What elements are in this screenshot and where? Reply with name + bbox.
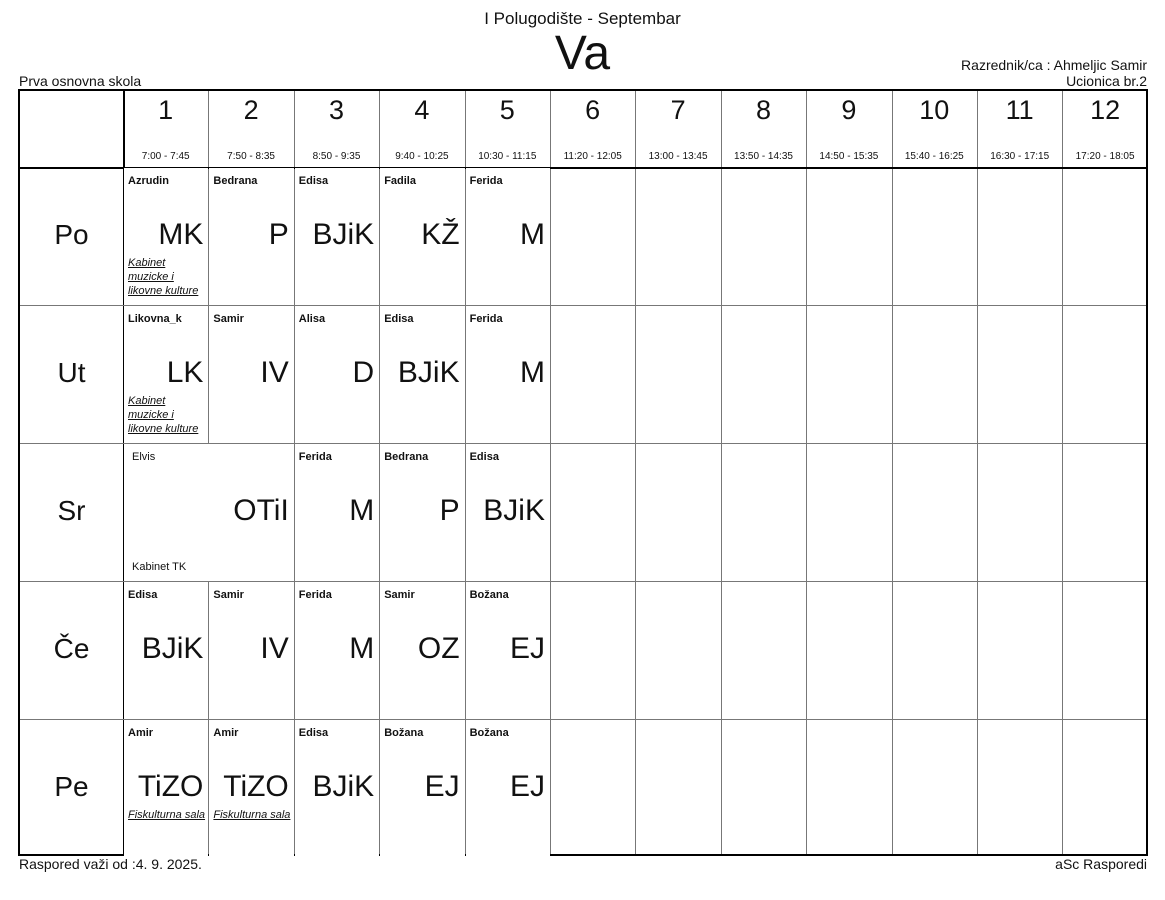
- lesson-subject: EJ: [509, 770, 545, 803]
- lesson-room: Fiskulturna sala: [213, 809, 291, 821]
- period-time: 9:40 - 10:25: [395, 151, 449, 162]
- lesson-cell[interactable]: [295, 444, 379, 581]
- grid-vline: [977, 91, 978, 854]
- lesson-teacher: Bedrana: [384, 451, 429, 463]
- period-time: 7:50 - 8:35: [227, 151, 275, 162]
- lesson-teacher: Ferida: [298, 451, 332, 463]
- lesson-cell[interactable]: [466, 582, 550, 719]
- period-time: 11:20 - 12:05: [563, 151, 622, 162]
- lesson-room: Kabinet muzicke i likovne kulture: [128, 395, 199, 435]
- lesson-cell[interactable]: [466, 720, 550, 857]
- lesson-subject: M: [349, 632, 375, 665]
- lesson-subject: M: [519, 218, 545, 251]
- lesson-cell[interactable]: [380, 306, 464, 443]
- lesson-subject: IV: [260, 356, 289, 389]
- lesson-subject: TiZO: [137, 770, 204, 803]
- classroom-label: Ucionica br.2: [1066, 73, 1147, 89]
- lesson-cell[interactable]: [295, 306, 379, 443]
- day-label: Če: [53, 633, 90, 664]
- lesson-teacher: Samir: [213, 313, 244, 325]
- valid-from: Raspored važi od :4. 9. 2025.: [19, 856, 202, 872]
- lesson-teacher: Elvis: [132, 451, 156, 463]
- day-label: Sr: [57, 495, 86, 526]
- grid-vline: [635, 91, 636, 854]
- lesson-teacher: Ferida: [298, 589, 332, 601]
- lesson-subject: BJiK: [141, 632, 204, 665]
- school-name: Prva osnovna skola: [19, 73, 142, 89]
- lesson-teacher: Edisa: [298, 727, 329, 739]
- lesson-teacher: Amir: [213, 727, 239, 739]
- lesson-teacher: Fadila: [384, 175, 416, 187]
- period-time: 13:00 - 13:45: [648, 151, 708, 162]
- grid-vline: [806, 91, 807, 854]
- lesson-subject: EJ: [424, 770, 460, 803]
- lesson-cell[interactable]: [380, 720, 464, 857]
- lesson-cell[interactable]: [209, 720, 293, 857]
- day-label: Pe: [54, 771, 89, 802]
- lesson-teacher: Edisa: [384, 313, 414, 325]
- lesson-subject: IV: [260, 632, 289, 665]
- lesson-teacher: Božana: [384, 727, 424, 739]
- lesson-teacher: Božana: [469, 727, 509, 739]
- period-time: 7:00 - 7:45: [141, 151, 190, 162]
- period-number: 4: [414, 95, 430, 125]
- lesson-teacher: Alisa: [298, 313, 326, 325]
- period-time: 13:50 - 14:35: [734, 151, 793, 162]
- period-time: 15:40 - 16:25: [904, 151, 964, 162]
- lesson-teacher: Ferida: [469, 175, 503, 187]
- lesson-cell[interactable]: [466, 444, 550, 581]
- class-name: Va: [554, 27, 611, 80]
- lesson-teacher: Azrudin: [128, 175, 169, 187]
- day-label: Ut: [57, 357, 86, 388]
- lesson-subject: LK: [166, 356, 204, 389]
- grid-vline: [1062, 91, 1063, 854]
- lesson-cell[interactable]: [124, 582, 208, 719]
- lesson-cell[interactable]: [124, 168, 208, 305]
- lesson-subject: KŽ: [421, 218, 460, 251]
- homeroom-teacher: Razrednik/ca : Ahmeljic Samir: [961, 57, 1147, 73]
- period-time: 16:30 - 17:15: [990, 151, 1050, 162]
- homeroom-info: [961, 57, 1147, 89]
- lesson-cell[interactable]: [209, 582, 293, 719]
- day-label: Po: [54, 219, 89, 250]
- lesson-subject: D: [352, 356, 375, 389]
- lesson-cell[interactable]: [295, 582, 379, 719]
- lesson-subject: BJiK: [483, 494, 545, 527]
- lesson-cell[interactable]: [209, 306, 293, 443]
- lesson-teacher: Samir: [384, 589, 415, 601]
- lesson-teacher: Edisa: [298, 175, 329, 187]
- lesson-cell[interactable]: [124, 306, 208, 443]
- lesson-teacher: Samir: [213, 589, 244, 601]
- lesson-subject: BJiK: [397, 356, 460, 389]
- lesson-cell[interactable]: [380, 582, 464, 719]
- lesson-room: Fiskulturna sala: [128, 809, 206, 821]
- lesson-cell[interactable]: [295, 720, 379, 857]
- lesson-teacher: Božana: [469, 589, 509, 601]
- grid-vline: [721, 91, 722, 854]
- lesson-teacher: Ferida: [469, 313, 503, 325]
- period-time: 14:50 - 15:35: [819, 151, 879, 162]
- lesson-cell[interactable]: [466, 306, 550, 443]
- grid-vline: [550, 91, 551, 854]
- period-number: 1: [158, 95, 174, 125]
- lesson-room: Kabinet muzicke i likovne kulture: [128, 257, 199, 297]
- lesson-cell[interactable]: [380, 444, 464, 581]
- lesson-subject: M: [349, 494, 375, 527]
- lesson-subject: MK: [158, 218, 204, 251]
- lesson-subject: BJiK: [312, 770, 375, 803]
- lesson-subject: P: [439, 494, 460, 527]
- period-number: 12: [1090, 95, 1121, 125]
- lesson-subject: BJiK: [312, 218, 375, 251]
- lesson-cell[interactable]: [380, 168, 464, 305]
- period-time: 8:50 - 9:35: [312, 151, 361, 162]
- period-number: 7: [670, 95, 686, 125]
- brand-label: aSc Rasporedi: [1055, 856, 1147, 872]
- lesson-teacher: Likovna_k: [128, 313, 182, 325]
- period-number: 3: [328, 95, 344, 125]
- lesson-cell[interactable]: [295, 168, 379, 305]
- lesson-cell[interactable]: [209, 168, 293, 305]
- lesson-teacher: Edisa: [128, 589, 158, 601]
- period-number: 8: [755, 95, 771, 125]
- lesson-subject: OZ: [417, 632, 460, 665]
- period-number: 2: [243, 95, 259, 125]
- lesson-subject: EJ: [509, 632, 545, 665]
- term-title: I Polugodište - Septembar: [484, 9, 681, 28]
- lesson-subject: TiZO: [223, 770, 289, 803]
- lesson-teacher: Amir: [128, 727, 154, 739]
- lesson-teacher: Bedrana: [213, 175, 258, 187]
- period-time: 10:30 - 11:15: [478, 151, 537, 162]
- lesson-cell[interactable]: [124, 720, 208, 857]
- timetable-grid: [18, 89, 1148, 856]
- period-time: 17:20 - 18:05: [1075, 151, 1135, 162]
- period-number: 6: [585, 95, 601, 125]
- grid-vline: [892, 91, 893, 854]
- lesson-room: Kabinet TK: [132, 561, 187, 573]
- period-number: 11: [1005, 95, 1034, 125]
- lesson-subject: M: [519, 356, 545, 389]
- period-number: 9: [841, 95, 857, 125]
- lesson-teacher: Edisa: [469, 451, 499, 463]
- period-number: 10: [919, 95, 950, 125]
- lesson-subject: P: [268, 218, 289, 251]
- lesson-cell[interactable]: [124, 444, 294, 581]
- lesson-cell[interactable]: [466, 168, 550, 305]
- lesson-subject: OTiI: [233, 494, 289, 527]
- period-number: 5: [499, 95, 515, 125]
